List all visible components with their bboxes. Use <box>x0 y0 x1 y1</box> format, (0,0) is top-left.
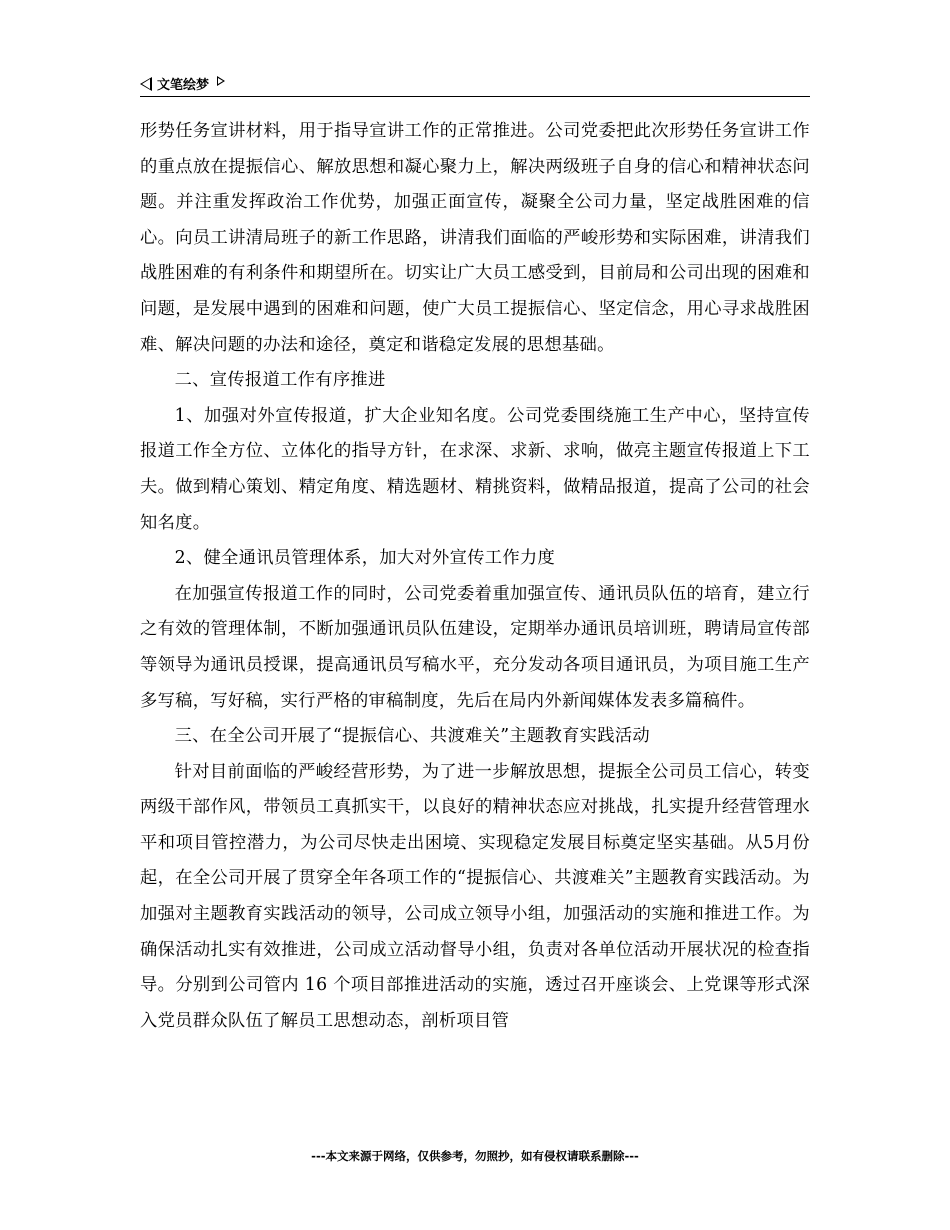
header-brand <box>140 74 225 93</box>
subheading-2-2: 2、健全通讯员管理体系，加大对外宣传工作力度 <box>174 548 556 569</box>
page-header <box>140 72 810 97</box>
paragraph-2-1: 1、加强对外宣传报道，扩大企业知名度。公司党委围绕施工生产中心，坚持宣传报道工作全方位、立体化的指导方针，在求深、求新、求响，做亮主题宣传报道上下工夫。做到精心策划、精定角度、精选题材、精挑资料，做精品报道，提高了公司的社会知名度。 <box>140 405 810 533</box>
section-heading-2: 二、宣传报道工作有序推进 <box>174 370 386 391</box>
paragraph-intro: 形势任务宣讲材料，用于指导宣讲工作的正常推进。公司党委把此次形势任务宣讲工作的重点放在提振信心、解放思想和凝心聚力上，解决两级班子自身的信心和精神状态问题。并注重发挥政治工作优势，加强正面宣传，凝聚全公司力量，坚定战胜困难的信心。向员工讲清局班子的新工作思路，讲清我们面临的严峻形势和实际困难，讲清我们战胜困难的有利条件和期望所在。切实让广大员工感受到，目前局和公司出现的困难和问题，是发展中遇到的困难和问题，使广大员工提振信心、坚定信念，用心寻求战胜困难、解决问题的办法和途径，奠定和谐稳定发展的思想基础。 <box>140 121 810 355</box>
paragraph-3: 针对目前面临的严峻经营形势，为了进一步解放思想，提振全公司员工信心，转变两级干部作风，带领员工真抓实干，以良好的精神状态应对挑战，扎实提升经营管理水平和项目管控潜力，为公司尽快走出困境、实现稳定发展目标奠定坚实基础。从5月份起，在全公司开展了贯穿全年各项工作的“提振信心、共渡难关”主题教育实践活动。为加强对主题教育实践活动的领导，公司成立领导小组，加强活动的实施和推进工作。为确保活动扎实有效推进，公司成立活动督导小组，负责对各单位活动开展状况的检查指导。分别到公司管内 16 个项目部推进活动的实施，透过召开座谈会、上党课等形式深入党员群众队伍了解员工思想动态，剖析项目管 <box>140 761 810 1031</box>
page-footer-disclaimer: ---本文来源于网络，仅供参考，勿照抄，如有侵权请联系删除--- <box>311 1149 639 1163</box>
section-heading-3: 三、在全公司开展了“提振信心、共渡难关”主题教育实践活动 <box>174 726 650 747</box>
document-body <box>140 114 810 1039</box>
brand-label: 文笔绘梦 <box>157 78 210 93</box>
triangle-left-icon <box>140 77 152 91</box>
paragraph-2-2: 在加强宣传报道工作的同时，公司党委着重加强宣传、通讯员队伍的培育，建立行之有效的管理体制，不断加强通讯员队伍建设，定期举办通讯员培训班，聘请局宣传部等领导为通讯员授课，提高通讯员写稿水平，充分发动各项目通讯员，为项目施工生产多写稿，写好稿，实行严格的审稿制度，先后在局内外新闻媒体发表多篇稿件。 <box>140 583 810 711</box>
triangle-right-icon <box>217 76 225 86</box>
